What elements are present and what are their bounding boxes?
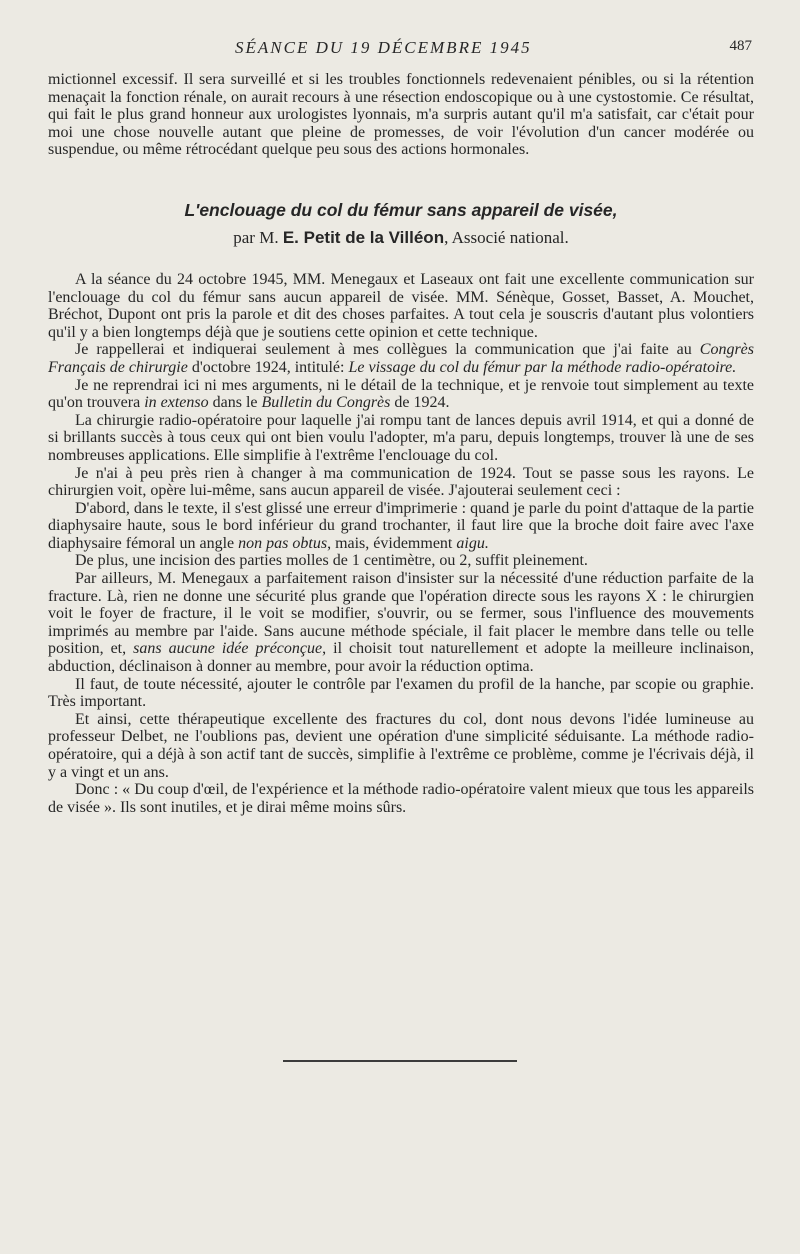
italic-text: Congrès Français de chirurgie bbox=[48, 341, 754, 376]
running-header-title: SÉANCE DU 19 DÉCEMBRE 1945 bbox=[235, 38, 532, 57]
paragraph-text: Donc : « Du coup d'œil, de l'expérience et la méthode radio-opératoire valent mieux que tous les appareils de visée ». Ils sont inutiles, et je dirai même moins sûrs. bbox=[48, 781, 754, 816]
author-name: E. Petit de la Villéon bbox=[282, 227, 445, 247]
article-paragraph bbox=[48, 500, 754, 553]
paragraph-text: Il faut, de toute nécessité, ajouter le contrôle par l'examen du profil de la hanche, par scopie ou graphie. Très important. bbox=[48, 675, 754, 711]
running-header bbox=[0, 38, 800, 60]
italic-text: non pas obtus bbox=[238, 534, 328, 552]
page-number: 487 bbox=[729, 38, 752, 54]
paragraph-text: dans le bbox=[208, 394, 262, 412]
paragraph-text: Par ailleurs, M. Menegaux a parfaitement raison d'insister sur la nécessité d'une réduction parfaite de la fracture. Là, rien ne donne une sécurité plus grande que l'opération directe sous les rayons X : le chirurgien voit le foyer de fracture, il le voit se modifier, s'ouvrir, ou se fermer, sous l'influence des mouvements imprimés au membre par l'aide. Sans aucune méthode spéciale, il fait placer le membre dans telle ou telle position, et, bbox=[48, 570, 754, 658]
byline-prefix: par M. bbox=[233, 227, 283, 247]
article-paragraph bbox=[48, 570, 754, 676]
italic-text: Bulletin du Congrès bbox=[261, 394, 391, 412]
paragraph-text: Je n'ai à peu près rien à changer à ma communication de 1924. Tout se passe sous les rayons. Le chirurgien voit, opère lui-même, sans aucun appareil de visée. J'ajouterai seulement ceci : bbox=[48, 464, 754, 500]
italic-text: in extenso bbox=[144, 394, 209, 412]
paragraph-text: d'octobre 1924, intitulé: bbox=[187, 358, 349, 376]
paragraph-text: Et ainsi, cette thérapeutique excellente des fractures du col, dont nous devons l'idée lumineuse au professeur Delbet, ne l'oublions pas, devient une opération d'une simplicité séduisante. La méthode radio-opératoire, qui a déjà à son actif tant de succès, simplifie à l'extrême ce problème, comme je l'écrivais déjà, il y a vingt et un ans. bbox=[48, 710, 754, 781]
article-paragraph bbox=[48, 552, 754, 570]
paragraph-text: Je ne reprendrai ici ni mes arguments, ni le détail de la technique, et je renvoie tout simplement au texte qu'on trouvera bbox=[48, 376, 754, 412]
italic-text: Le vissage du col du fémur par la méthode radio-opératoire. bbox=[348, 358, 737, 376]
byline-suffix: , Associé national. bbox=[444, 227, 569, 247]
article-paragraph bbox=[48, 412, 754, 465]
paragraph-text: La chirurgie radio-opératoire pour laquelle j'ai rompu tant de lances depuis avril 1914, et qui a donné de si brillants succès à tous ceux qui ont bien voulu l'adopter, m'a paru, depuis longtemps, trouver là une de ses nombreuses applications. Elle simplifie à l'extrême l'enclouage du col. bbox=[48, 411, 754, 464]
article-paragraph bbox=[48, 271, 754, 341]
body-text bbox=[48, 71, 754, 816]
continued-paragraph: mictionnel excessif. Il sera surveillé et si les troubles fonctionnels redevenaient pénibles, ou si la rétention menaçait la fonction rénale, on aurait recours à une résection endoscopique ou à une cystostomie. Ce résultat, qui fait le plus grand honneur aux urologistes lyonnais, m'a surpris autant qu'il m'a satisfait, car c'était pour moi une chose nouvelle autant que pleine de promesses, de voir l'évolution d'un cancer modérée ou suspendue, ou même rétrocédant quelque peu sous des actions hormonales. bbox=[48, 71, 754, 159]
article-paragraph bbox=[48, 676, 754, 711]
article-paragraph bbox=[48, 711, 754, 781]
paragraph-text: De plus, une incision des parties molles de 1 centimètre, ou 2, suffit pleinement. bbox=[75, 552, 588, 570]
paragraph-text: de 1924. bbox=[390, 394, 450, 412]
italic-text: aigu. bbox=[456, 534, 489, 552]
paragraph-text: , il choisit tout naturellement et adopte la meilleure inclinaison, abduction, déclinaison à donner au membre, pour avoir la réduction optima. bbox=[48, 640, 755, 676]
paragraph-text: A la séance du 24 octobre 1945, MM. Menegaux et Laseaux ont fait une excellente communication sur l'enclouage du col du fémur sans aucun appareil de visée. MM. Sénèque, Gosset, Basset, A. Mouchet, Bréchot, Dupont ont pris la parole et dit des choses parfaites. A tout cela je souscris d'autant plus volontiers qu'il y a bien longtemps déjà que je soutiens cette opinion et cette technique. bbox=[48, 270, 754, 341]
end-of-article-rule bbox=[283, 1060, 517, 1062]
article-paragraph bbox=[48, 465, 754, 500]
paragraph-text: Je rappellerai et indiquerai seulement à mes collègues la communication que j'ai faite au bbox=[75, 341, 700, 359]
article-title: L'enclouage du col du fémur sans appareil de visée, bbox=[184, 199, 618, 220]
paragraph-text: , mais, évidemment bbox=[327, 534, 457, 552]
italic-text: sans aucune idée préconçue bbox=[133, 640, 323, 658]
article-paragraph bbox=[48, 377, 754, 412]
paragraph-text: D'abord, dans le texte, il s'est glissé une erreur d'imprimerie : quand je parle du point d'attaque de la partie diaphysaire haute, sous le bord inférieur du grand trochanter, il faut lire que la broche doit faire avec l'axe diaphysaire fémoral un angle bbox=[48, 499, 754, 552]
article-byline bbox=[48, 227, 754, 249]
article-paragraph bbox=[48, 781, 754, 816]
article-paragraph bbox=[48, 341, 754, 376]
article-body bbox=[48, 271, 754, 816]
